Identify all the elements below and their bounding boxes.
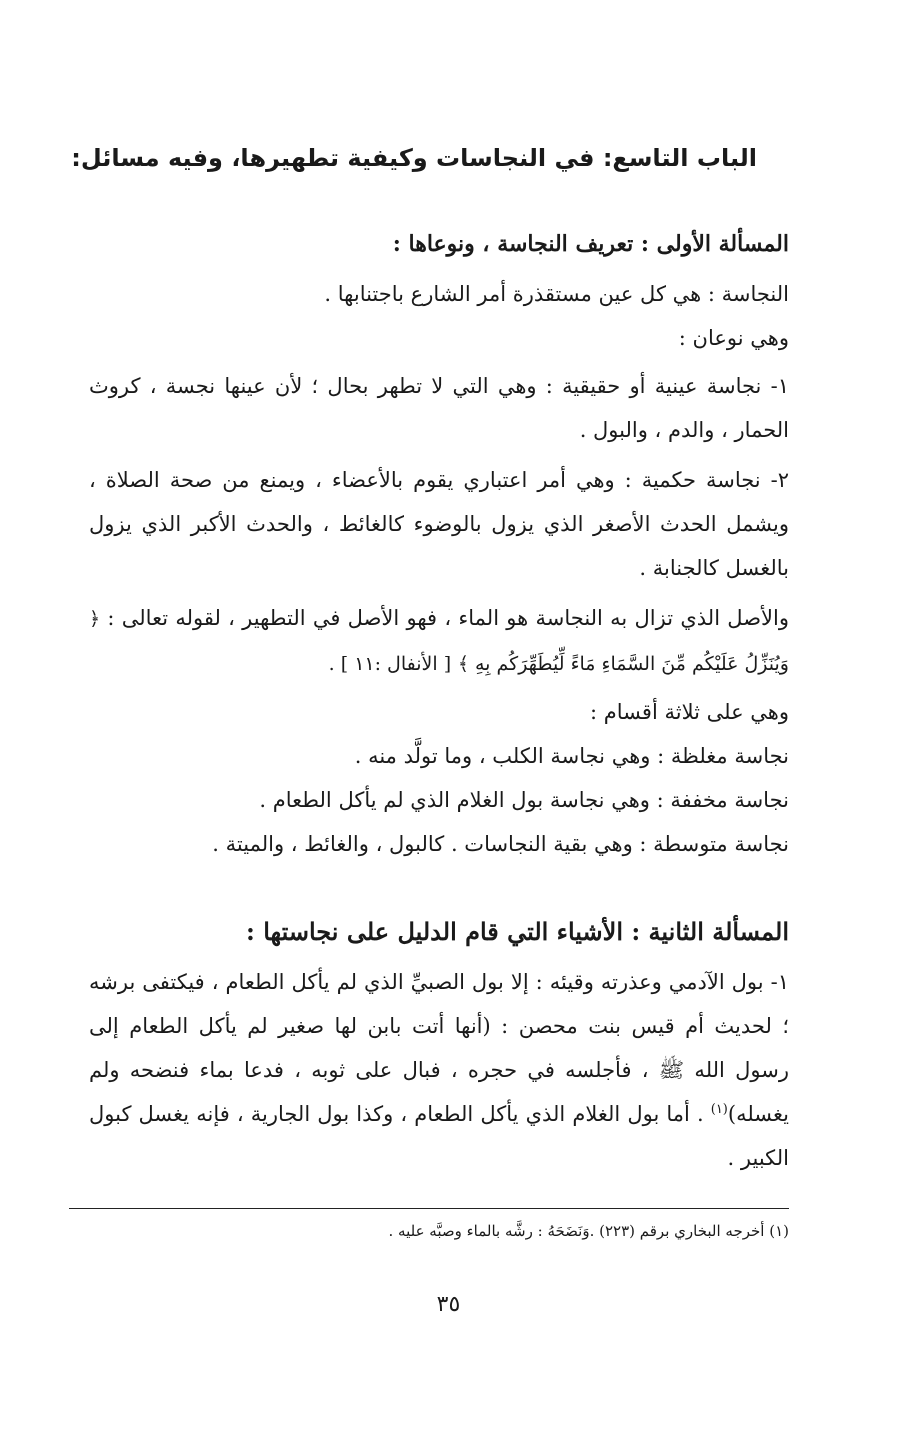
category-heavy: نجاسة مغلظة : وهي نجاسة الكلب ، وما تولَّد منه . — [354, 744, 789, 768]
type-two-paragraph: ٢- نجاسة حكمية : وهي أمر اعتباري يقوم بالأعضاء ، ويمنع من صحة الصلاة ، ويشمل الحدث الأصغر الذي يزول بالوضوء كالغائط ، والحدث الأكبر الذي يزول بالغسل كالجنابة . — [89, 468, 789, 580]
section-two — [89, 908, 789, 1180]
water-paragraph — [89, 596, 789, 686]
chapter-title: الباب التاسع: في النجاسات وكيفية تطهيرها، وفيه مسائل: — [71, 144, 757, 172]
section-one-heading: المسألة الأولى : تعريف النجاسة ، ونوعاها : — [392, 231, 789, 257]
item-one-text: ١- بول الآدمي وعذرته وقيئه : إلا بول الصبيِّ الذي لم يأكل الطعام ، فيكتفى برشه ؛ لحديث أم قيس بنت محصن : (أنها أتت بابن لها صغير لم يأكل الطعام إلى رسول الله ﷺ ، فأجلسه في حجره ، فبال على ثوبه ، فدعا بماء فنضحه ولم يغسله) — [89, 970, 789, 1126]
section-two-heading: المسألة الثانية : الأشياء التي قام الدليل على نجاستها : — [246, 917, 789, 946]
item-one-text-continued: . أما بول الغلام الذي يأكل الطعام ، وكذا بول الجارية ، فإنه يغسل كبول الكبير . — [89, 1102, 789, 1170]
footnote: (١) أخرجه البخاري برقم (٢٢٣) .وَنَضَحَهُ : رشَّه بالماء وصبَّه عليه . — [388, 1222, 789, 1240]
type-one-paragraph: ١- نجاسة عينية أو حقيقية : وهي التي لا تطهر بحال ؛ لأن عينها نجسة ، كروث الحمار ، والدم ، والبول . — [89, 374, 789, 442]
types-intro: وهي نوعان : — [678, 326, 789, 350]
item-one-paragraph — [89, 960, 789, 1180]
category-medium: نجاسة متوسطة : وهي بقية النجاسات . كالبول ، والغائط ، والميتة . — [212, 832, 789, 856]
najasa-definition: النجاسة : هي كل عين مستقذرة أمر الشارع باجتنابها . — [324, 282, 789, 306]
page-number: ٣٥ — [436, 1292, 461, 1317]
category-light: نجاسة مخففة : وهي نجاسة بول الغلام الذي لم يأكل الطعام . — [259, 788, 789, 812]
footnote-divider — [69, 1208, 789, 1209]
quran-verse: ﴿ وَيُنَزِّلُ عَلَيْكُم مِّنَ السَّمَاءِ مَاءً لِّيُطَهِّرَكُم بِهِ ﴾ — [89, 608, 789, 675]
verse-reference: [ الأنفال :١١ ] . — [328, 653, 452, 675]
water-text: والأصل الذي تزال به النجاسة هو الماء ، فهو الأصل في التطهير ، لقوله تعالى : — [107, 606, 789, 630]
categories-intro: وهي على ثلاثة أقسام : — [590, 700, 789, 724]
footnote-marker: (١) — [710, 1102, 728, 1117]
section-one — [89, 222, 789, 866]
